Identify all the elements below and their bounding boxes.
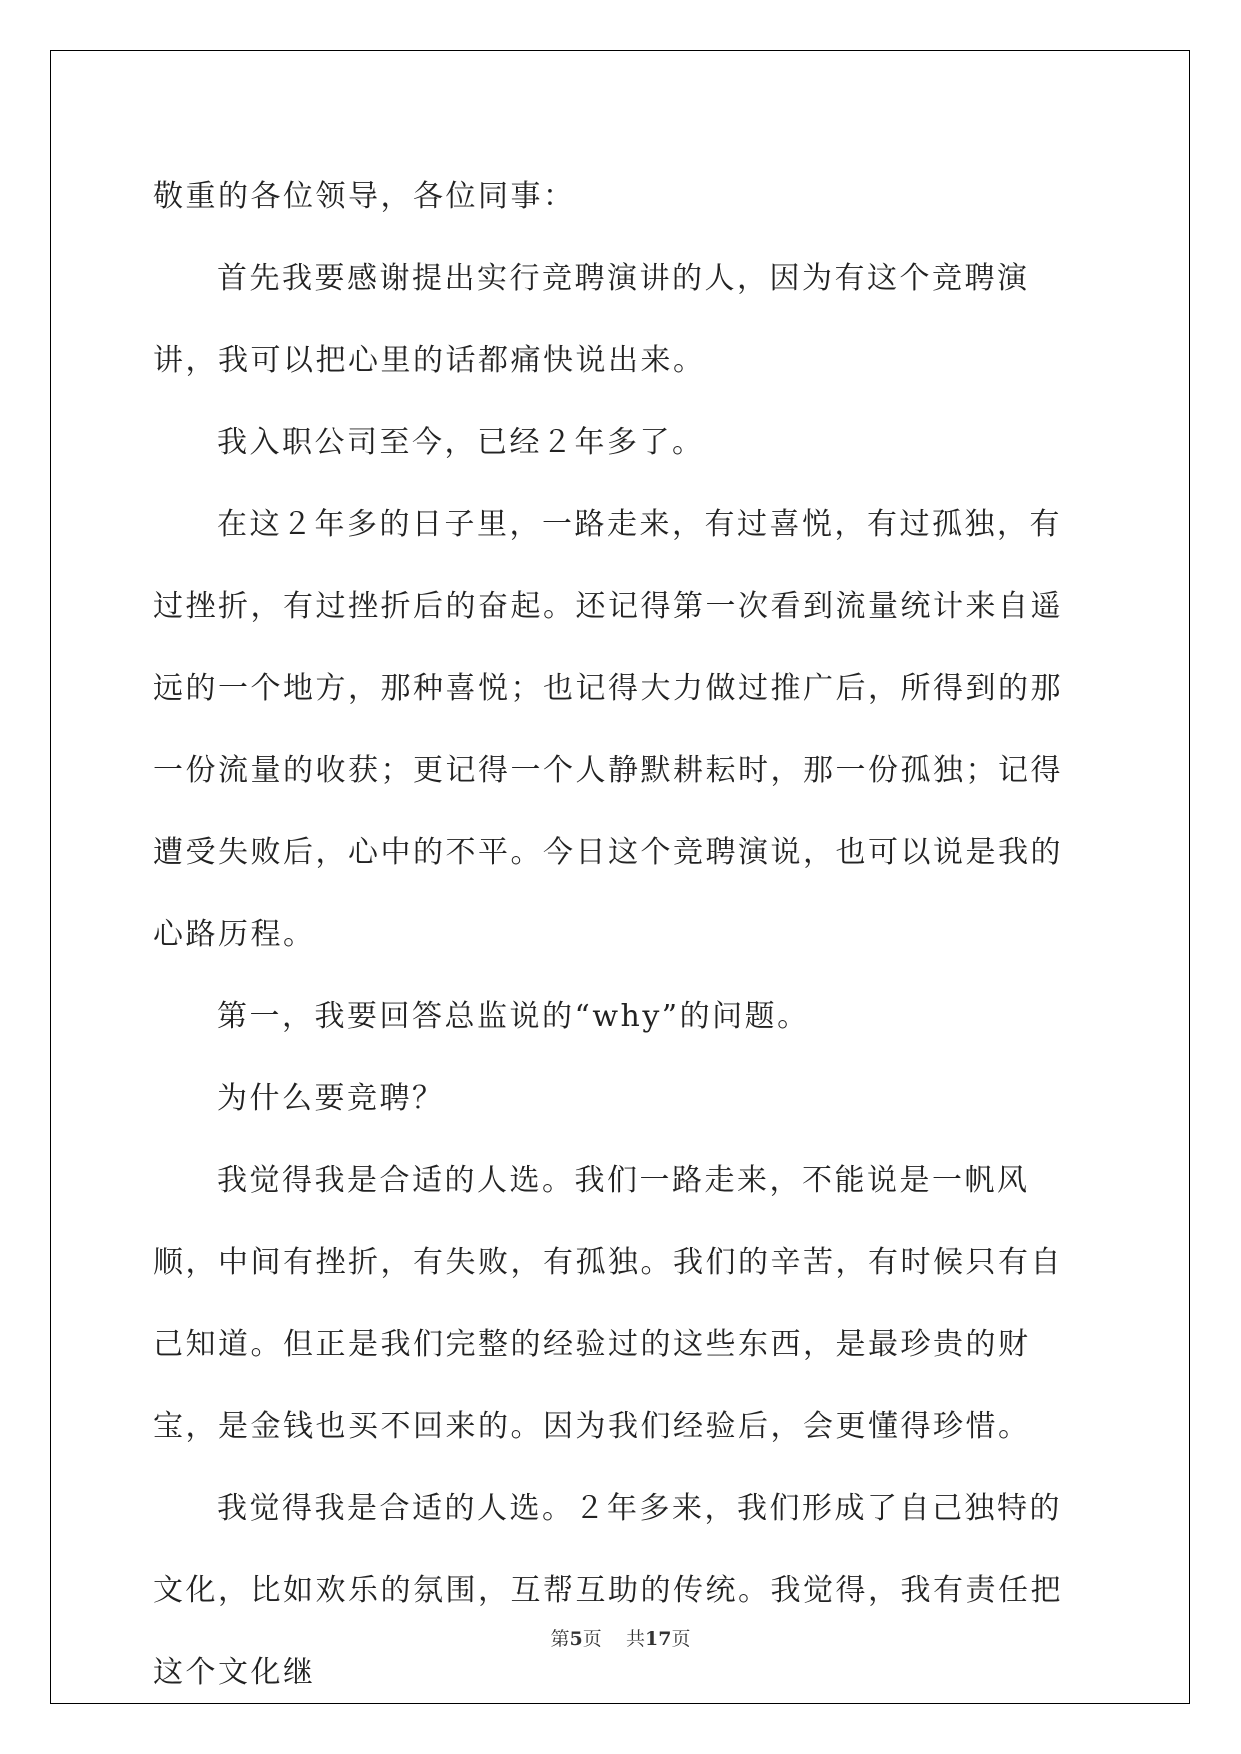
document-body xyxy=(153,156,1093,1714)
paragraph: 第一，我要回答总监说的“why”的问题。 xyxy=(217,999,810,1034)
page-footer xyxy=(0,1624,1241,1651)
paragraph: 为什么要竞聘？ xyxy=(217,1081,445,1116)
salutation: 敬重的各位领导，各位同事： xyxy=(153,179,576,214)
footer-prefix: 第 xyxy=(550,1628,570,1650)
paragraph: 我入职公司至今，已经２年多了。 xyxy=(217,425,705,460)
paragraph: 首先我要感谢提出实行竞聘演讲的人，因为有这个竞聘演讲，我可以把心里的话都痛快说出来。 xyxy=(153,261,1030,378)
footer-total-unit: 页 xyxy=(671,1628,691,1650)
paragraph: 在这２年多的日子里，一路走来，有过喜悦，有过孤独，有过挫折，有过挫折后的奋起。还记得第一次看到流量统计来自遥远的一个地方，那种喜悦；也记得大力做过推广后，所得到的那一份流量的收获；更记得一个人静默耕耘时，那一份孤独；记得遭受失败后，心中的不平。今日这个竞聘演说，也可以说是我的心路历程。 xyxy=(153,507,1063,952)
paragraph: 我觉得我是合适的人选。２年多来，我们形成了自己独特的文化，比如欢乐的氛围，互帮互助的传统。我觉得，我有责任把这个文化继 xyxy=(153,1491,1063,1690)
current-page-number: 5 xyxy=(569,1628,583,1650)
paragraph: 我觉得我是合适的人选。我们一路走来，不能说是一帆风顺，中间有挫折，有失败，有孤独。我们的辛苦，有时候只有自己知道。但正是我们完整的经验过的这些东西，是最珍贵的财宝，是金钱也买不回来的。因为我们经验后，会更懂得珍惜。 xyxy=(153,1163,1063,1444)
footer-total-prefix: 共 xyxy=(625,1628,645,1650)
footer-page-unit: 页 xyxy=(582,1628,602,1650)
total-pages-number: 17 xyxy=(644,1628,672,1650)
